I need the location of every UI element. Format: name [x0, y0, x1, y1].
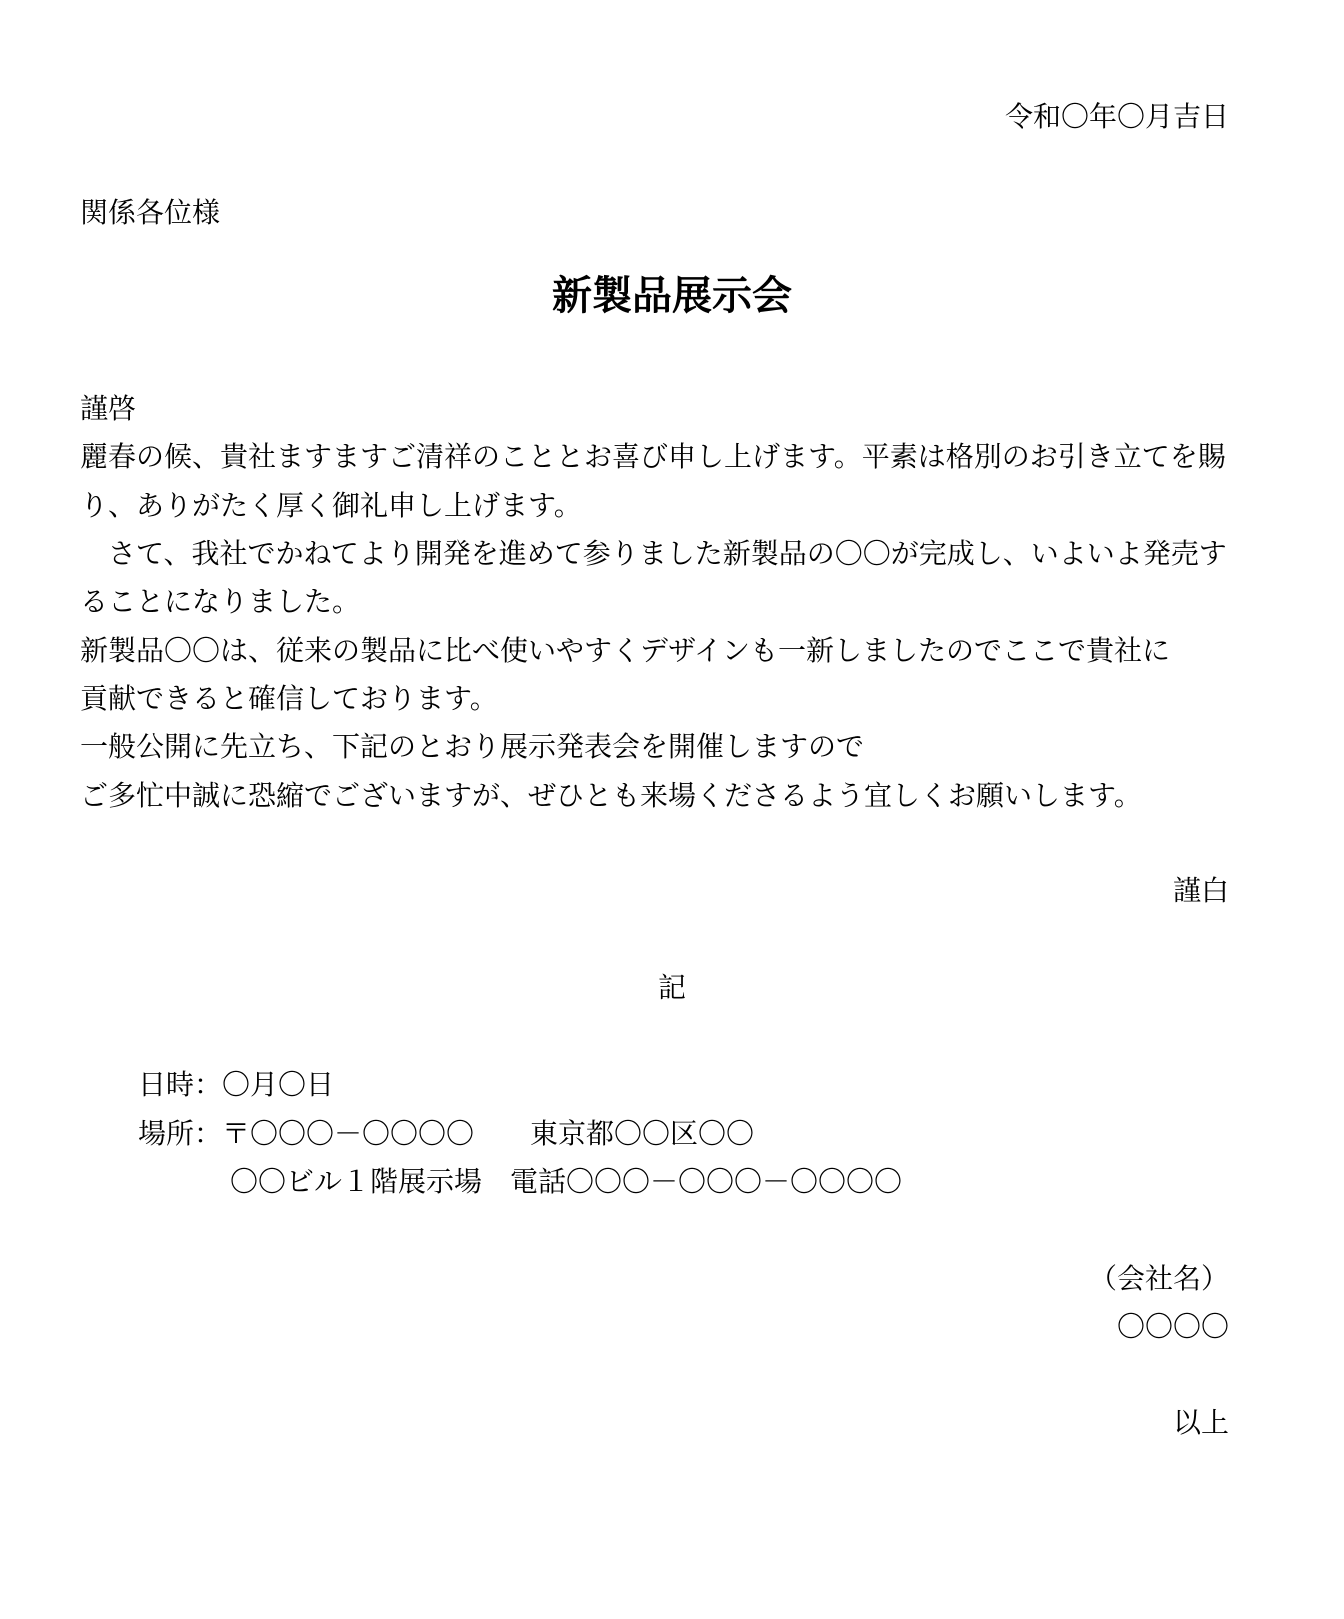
body-line: ることになりました。 — [80, 585, 361, 618]
event-place-detail: 〇〇ビル１階展示場 電話〇〇〇－〇〇〇－〇〇〇〇 — [230, 1165, 903, 1198]
opening-salutation: 謹啓 — [80, 392, 137, 425]
recipient: 関係各位様 — [80, 196, 221, 229]
closing-salutation: 謹白 — [1172, 874, 1229, 907]
body-line: 貢献できると確信しております。 — [80, 682, 498, 715]
body-line: り、ありがたく厚く御礼申し上げます。 — [80, 489, 582, 522]
body-line: ご多忙中誠に恐縮でございますが、ぜひとも来場くださるよう宜しくお願いします。 — [80, 779, 1142, 812]
body-line: 一般公開に先立ち、下記のとおり展示発表会を開催しますので — [80, 730, 865, 763]
company-label: （会社名） — [1088, 1262, 1229, 1295]
end-mark: 以上 — [1172, 1406, 1229, 1439]
ki-heading: 記 — [657, 971, 686, 1004]
letter-date: 令和〇年〇月吉日 — [1004, 100, 1229, 133]
company-name: 〇〇〇〇 — [1116, 1310, 1229, 1343]
body-line: 新製品〇〇は、従来の製品に比べ使いやすくデザインも一新しましたのでここで貴社に — [80, 634, 1171, 667]
event-place: 場所：〒〇〇〇－〇〇〇〇 東京都〇〇区〇〇 — [138, 1117, 755, 1150]
body-line: さて、我社でかねてより開発を進めて参りました新製品の〇〇が完成し、いよいよ発売す — [80, 537, 1227, 570]
body-line: 麗春の候、貴社ますますご清祥のこととお喜び申し上げます。平素は格別のお引き立てを賜 — [80, 440, 1226, 473]
event-datetime: 日時：〇月〇日 — [138, 1068, 335, 1101]
document-title: 新製品展示会 — [552, 272, 792, 319]
